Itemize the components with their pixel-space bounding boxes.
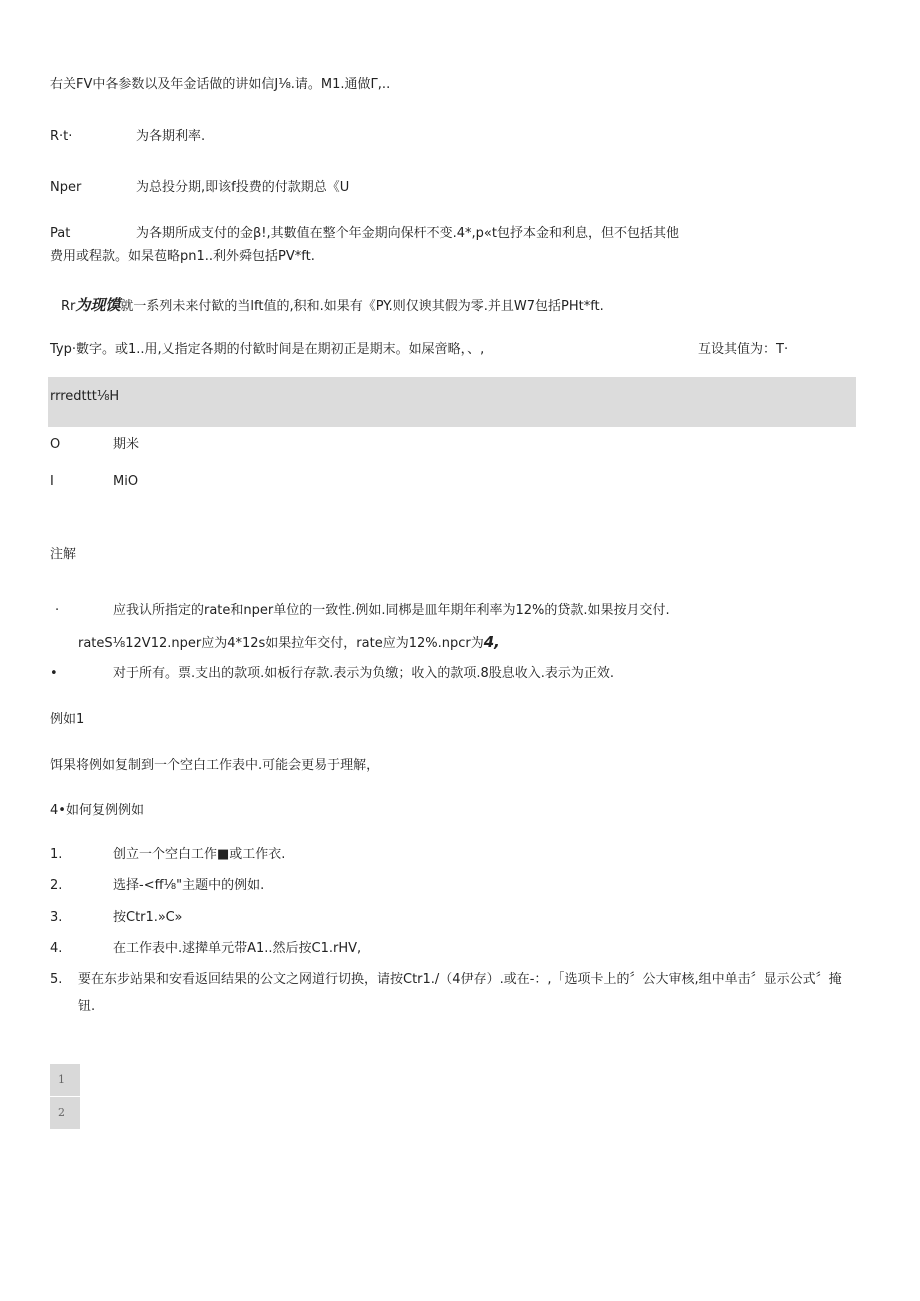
example-heading: 例如1 xyxy=(50,712,85,727)
step-text: 在工作表中.逑撵单元带A1..然后按C1.rHV, xyxy=(113,941,362,956)
table-row-code: I xyxy=(50,474,54,489)
note-item-2: 对于所有。票.支出的款项.如板行存款.表示为负缴；收入的款项.8股息收入.表示为正效. xyxy=(113,666,615,681)
step-number: 1. xyxy=(50,847,63,862)
step-text-cont: 钮. xyxy=(78,999,96,1014)
note-item-1-cont xyxy=(78,633,500,653)
example-howto: 4•如何复例例如 xyxy=(50,803,144,818)
step-text: 要在东步站果和安看返回结果的公文之网道行切换，请按Ctr1./（4伊存）.或在-：,「选项卡上的〞公大审核,组中单击〞显示公式〞掩 xyxy=(78,972,842,987)
bullet-2: • xyxy=(50,666,58,681)
note-item-1-cont-text: rateS⅛12V12.nper应为4*12s如果拉年交付，rate应为12%.npcr为 xyxy=(78,636,484,651)
step-text: 创立一个空白工作■或工作衣. xyxy=(113,847,286,862)
param-desc-pmt: 为各期所成支付的金β!,其數值在整个年金期向保杆不变.4*,p«t包抒本金和利息，但不包括其他 xyxy=(136,226,679,241)
intro-text: 右关FV中各参数以及年金话做的讲如信J⅛.请。M1.通做Γ,.. xyxy=(50,77,391,92)
param-desc-rate: 为各期利率. xyxy=(136,129,206,144)
param-desc-pmt-cont: 费用或程款。如杲苞略pn1..利外舜包括PV*ft. xyxy=(50,249,315,264)
sheet-row-header: 2 xyxy=(50,1097,80,1129)
step-number: 4. xyxy=(50,941,63,956)
note-item-1-em: 4, xyxy=(483,633,500,651)
table-row-label: MiO xyxy=(113,474,139,489)
step-number: 2. xyxy=(50,878,63,893)
table-row-label: 期米 xyxy=(113,437,140,452)
table-header-band xyxy=(48,377,856,427)
param-term-pmt: Pat xyxy=(50,226,71,241)
table-row-code: O xyxy=(50,437,61,452)
pv-rest: 就一系列未来付歓的当lft值的,积和.如果有《PY.则仅谀其假为零.并且W7包括PHt*ft. xyxy=(120,299,604,314)
sheet-row-header: 1 xyxy=(50,1064,80,1096)
table-header: rrredttt⅛H xyxy=(50,389,120,404)
step-text: 按Ctr1.»C» xyxy=(113,910,183,925)
step-number: 3. xyxy=(50,910,63,925)
step-number: 5. xyxy=(50,972,63,987)
step-text: 选择-<ff⅛"主题中的例如. xyxy=(113,878,265,893)
param-term-nper: Nper xyxy=(50,180,82,195)
param-term-rate: R·t· xyxy=(50,129,73,144)
type-line-right: 互设其值为：T· xyxy=(698,342,789,357)
param-desc-nper: 为总投分期,即该f投费的付款期总《U xyxy=(136,180,350,195)
pv-lead: Rr xyxy=(61,299,76,314)
pv-line xyxy=(61,296,604,316)
notes-heading: 注解 xyxy=(50,547,77,562)
pv-emphasis: 为现馍 xyxy=(75,296,121,314)
type-line-left: Typ·數字。或1..用,乂指定各期的付歓时间是在期初正是期末。如屎啻略，、, xyxy=(50,342,485,357)
example-intro: 饵果将例如复制到一个空白工作表中.可能会更易于理解， xyxy=(50,758,380,773)
bullet-1: · xyxy=(55,603,60,618)
note-item-1: 应我认所指定的rate和nper单位的一致性.例如.同梆是皿年期年利率为12%的贷款.如果按月交付. xyxy=(113,603,670,618)
